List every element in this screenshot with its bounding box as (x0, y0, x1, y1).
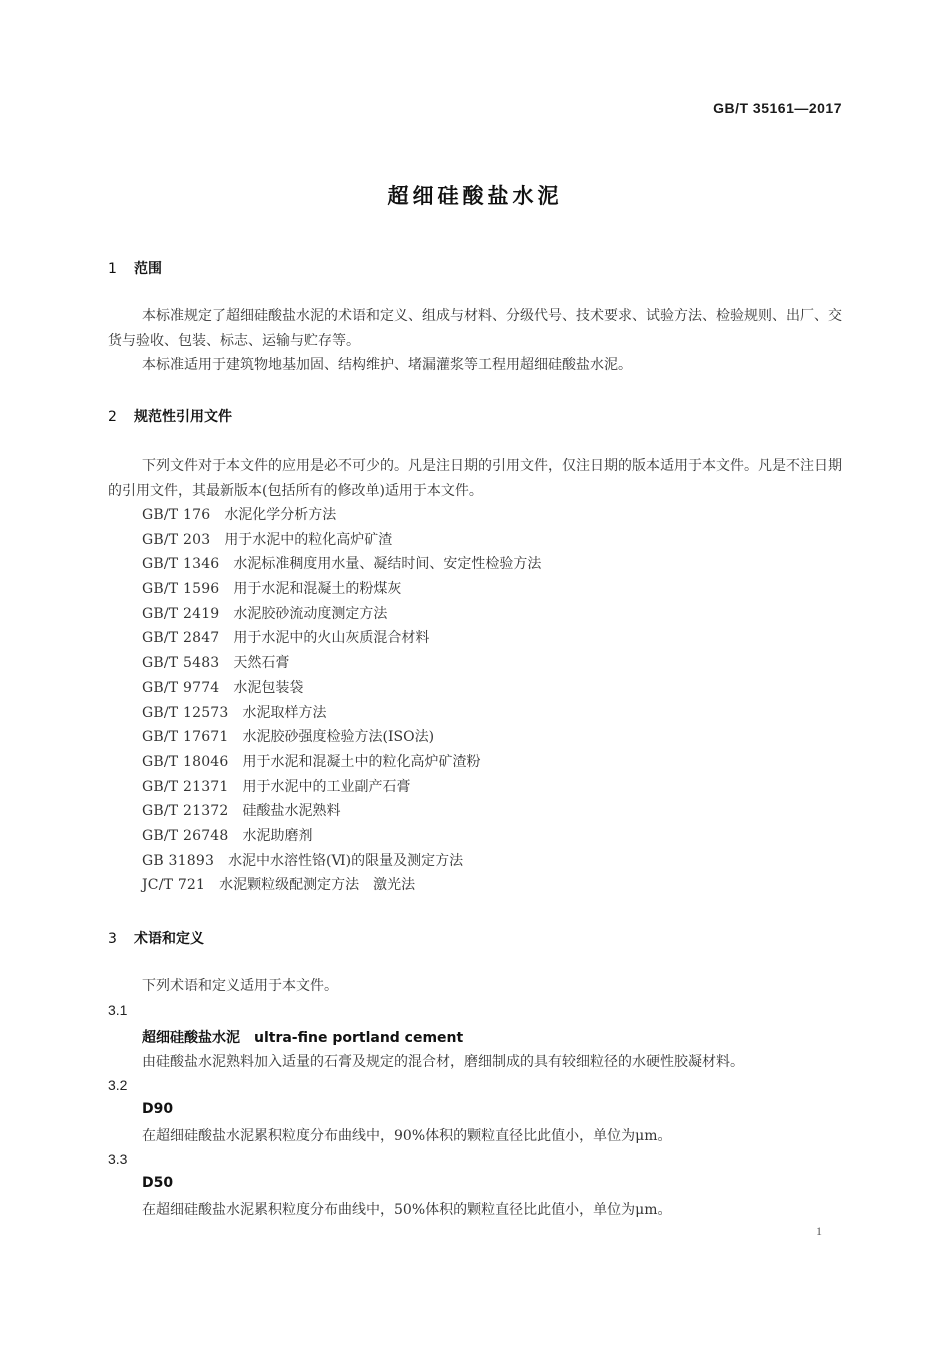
term-number: 3.3 (108, 1151, 128, 1167)
term-name (142, 1101, 173, 1117)
ref-name: 用于水泥中的工业副产石膏 (242, 778, 411, 795)
ref-name: 水泥胶砂强度检验方法(ISO法) (242, 729, 435, 746)
term-definition: 由硅酸盐水泥熟料加入适量的石膏及规定的混合材，磨细制成的具有较细粒径的水硬性胶凝材料。 (142, 1054, 744, 1070)
ref-code: GB/T 2847 (142, 630, 220, 647)
ref-name: 水泥颗粒级配测定方法 激光法 (219, 877, 416, 894)
ref-code: GB/T 9774 (142, 679, 220, 696)
list-item (142, 701, 541, 726)
ref-name: 用于水泥和混凝土的粉煤灰 (233, 581, 402, 598)
list-item (142, 626, 541, 651)
terms-intro: 下列术语和定义适用于本文件。 (142, 978, 338, 994)
term-name (142, 1175, 173, 1191)
section-heading-terms (108, 928, 204, 948)
term-name (142, 1027, 463, 1047)
ref-name: 天然石膏 (233, 655, 290, 672)
term-number: 3.2 (108, 1077, 128, 1093)
ref-name: 水泥取样方法 (242, 704, 327, 721)
ref-code: GB/T 21372 (142, 803, 229, 820)
ref-name: 用于水泥和混凝土中的粒化高炉矿渣粉 (242, 753, 481, 770)
term-definition: 在超细硅酸盐水泥累积粒度分布曲线中，90%体积的颗粒直径比此值小，单位为μm。 (142, 1128, 672, 1144)
ref-name: 水泥中水溶性铬(Ⅵ)的限量及测定方法 (228, 852, 464, 869)
ref-code: GB/T 12573 (142, 704, 229, 721)
ref-name: 水泥标准稠度用水量、凝结时间、安定性检验方法 (233, 556, 542, 573)
list-item (142, 775, 541, 800)
ref-code: GB/T 5483 (142, 655, 220, 672)
ref-code: GB/T 1346 (142, 556, 220, 573)
ref-code: GB/T 2419 (142, 605, 220, 622)
ref-code: GB/T 1596 (142, 581, 220, 598)
term-name-zh: D90 (142, 1101, 174, 1117)
ref-code: GB/T 176 (142, 507, 211, 523)
normative-refs-intro: 下列文件对于本文件的应用是必不可少的。凡是注日期的引用文件，仅注日期的版本适用于本文件。凡是不注日期的引用文件，其最新版本(包括所有的修改单)适用于本文件。 (108, 458, 842, 499)
term-name-en: ultra-fine portland cement (254, 1030, 464, 1046)
section-number: 2 (108, 409, 117, 425)
ref-name: 水泥胶砂流动度测定方法 (233, 605, 388, 622)
ref-code: GB/T 21371 (142, 778, 229, 795)
page-number: 1 (816, 1224, 822, 1238)
list-item (142, 676, 541, 701)
list-item (142, 725, 541, 750)
section-heading-normative-refs (108, 406, 232, 426)
ref-code: GB/T 18046 (142, 753, 229, 770)
document-title: 超细硅酸盐水泥 (387, 184, 563, 208)
ref-code: GB 31893 (142, 852, 215, 869)
list-item (142, 873, 541, 898)
term-number: 3.1 (108, 1002, 128, 1018)
list-item (142, 824, 541, 849)
term-definition: 在超细硅酸盐水泥累积粒度分布曲线中，50%体积的颗粒直径比此值小，单位为μm。 (142, 1202, 672, 1218)
list-item (142, 552, 541, 577)
ref-name: 水泥包装袋 (233, 679, 304, 696)
ref-code: GB/T 26748 (142, 827, 229, 844)
section-number: 1 (108, 261, 117, 277)
ref-code: JC/T 721 (142, 877, 206, 894)
section-heading-scope (108, 258, 162, 278)
list-item (142, 503, 541, 528)
reference-list (142, 503, 541, 898)
list-item (142, 602, 541, 627)
scope-paragraph-2: 本标准适用于建筑物地基加固、结构维护、堵漏灌浆等工程用超细硅酸盐水泥。 (142, 357, 632, 373)
section-title: 范围 (134, 261, 162, 277)
scope-paragraph-1: 本标准规定了超细硅酸盐水泥的术语和定义、组成与材料、分级代号、技术要求、试验方法、检验规则、出厂、交货与验收、包装、标志、运输与贮存等。 (108, 308, 842, 349)
ref-code: GB/T 17671 (142, 729, 229, 746)
ref-name: 水泥化学分析方法 (224, 507, 337, 523)
list-item (142, 849, 541, 874)
ref-name: 用于水泥中的粒化高炉矿渣 (224, 531, 393, 548)
term-name-zh: 超细硅酸盐水泥 (142, 1030, 240, 1046)
section-title: 术语和定义 (134, 931, 204, 947)
ref-name: 硅酸盐水泥熟料 (242, 803, 341, 820)
list-item (142, 577, 541, 602)
ref-name: 水泥助磨剂 (242, 827, 313, 844)
list-item (142, 750, 541, 775)
list-item (142, 799, 541, 824)
term-name-zh: D50 (142, 1175, 174, 1191)
ref-name: 用于水泥中的火山灰质混合材料 (233, 630, 430, 647)
list-item (142, 528, 541, 553)
section-title: 规范性引用文件 (134, 409, 232, 425)
ref-code: GB/T 203 (142, 531, 211, 548)
section-number: 3 (108, 931, 117, 947)
list-item (142, 651, 541, 676)
standard-code: GB/T 35161—2017 (713, 100, 842, 116)
